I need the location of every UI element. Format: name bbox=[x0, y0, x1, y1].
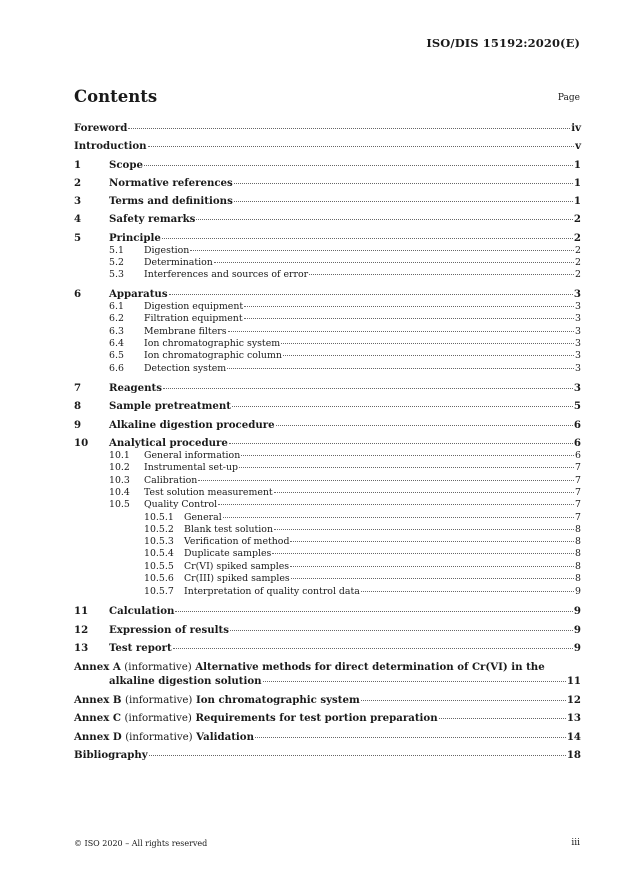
toc-entry-foreword[interactable] bbox=[74, 122, 581, 134]
toc-entry-5-3[interactable] bbox=[74, 269, 581, 280]
leader-dots bbox=[227, 368, 574, 369]
toc-entry-page: 9 bbox=[575, 586, 581, 597]
leader-dots bbox=[241, 455, 574, 456]
toc-entry-10-5-7[interactable] bbox=[74, 586, 581, 597]
toc-entry-number: 8 bbox=[74, 400, 82, 412]
toc-entry-10-2[interactable] bbox=[74, 462, 581, 473]
toc-entry-title: Digestion bbox=[144, 245, 190, 256]
toc-entry-number: 1 bbox=[74, 159, 82, 171]
toc-entry-title: Verification of method bbox=[184, 536, 290, 547]
leader-dots bbox=[234, 183, 573, 184]
toc-entry-number: 10 bbox=[74, 437, 89, 449]
toc-entry-page: v bbox=[575, 140, 581, 152]
toc-entry-5[interactable] bbox=[74, 232, 581, 244]
toc-entry-title: Introduction bbox=[74, 140, 147, 152]
toc-entry-title: Ion chromatographic system bbox=[144, 338, 281, 349]
toc-entry-annex-a-first-line[interactable] bbox=[74, 661, 545, 673]
toc-entry-number: 10.5.7 bbox=[144, 586, 174, 597]
toc-entry-number: 10.3 bbox=[109, 475, 130, 486]
toc-entry-annex-b[interactable] bbox=[74, 694, 581, 706]
leader-dots bbox=[223, 517, 574, 518]
toc-entry-page: 9 bbox=[573, 624, 581, 636]
toc-entry-11[interactable] bbox=[74, 605, 581, 617]
toc-entry-page: 2 bbox=[575, 245, 581, 256]
toc-entry-number: 12 bbox=[74, 624, 89, 636]
toc-entry-number: 6.1 bbox=[109, 301, 124, 312]
leader-dots bbox=[361, 700, 566, 701]
toc-entry-number: 5.1 bbox=[109, 245, 124, 256]
toc-entry-title: Analytical procedure bbox=[109, 437, 228, 449]
toc-entry-7[interactable] bbox=[74, 382, 581, 394]
leader-dots bbox=[169, 294, 573, 295]
toc-entry-page: 7 bbox=[575, 475, 581, 486]
leader-dots bbox=[281, 343, 574, 344]
leader-dots bbox=[309, 274, 574, 275]
toc-entry-title: Instrumental set-up bbox=[144, 462, 238, 473]
toc-entry-number: 5 bbox=[74, 232, 82, 244]
toc-entry-title: Quality Control bbox=[144, 499, 218, 510]
toc-entry-number: 10.5.2 bbox=[144, 524, 174, 535]
toc-entry-title: Determination bbox=[144, 257, 213, 268]
toc-entry-number: 5.3 bbox=[109, 269, 124, 280]
leader-dots bbox=[144, 165, 573, 166]
toc-entry-annex-d[interactable] bbox=[74, 731, 581, 743]
toc-entry-title: Expression of results bbox=[109, 624, 229, 636]
leader-dots bbox=[162, 238, 573, 239]
toc-entry-page: 6 bbox=[575, 450, 581, 461]
toc-entry-title: Duplicate samples bbox=[184, 548, 272, 559]
toc-entry-page: 13 bbox=[566, 712, 581, 724]
leader-dots bbox=[190, 250, 574, 251]
leader-dots bbox=[196, 219, 573, 220]
toc-entry-title: Cr(III) spiked samples bbox=[184, 573, 290, 584]
toc-entry-10[interactable] bbox=[74, 437, 581, 449]
annex-title-continued: alkaline digestion solution bbox=[109, 675, 262, 687]
toc-entry-6-1[interactable] bbox=[74, 301, 581, 312]
toc-entry-number: 6.6 bbox=[109, 363, 124, 374]
toc-entry-title: Filtration equipment bbox=[144, 313, 243, 324]
toc-entry-page: 1 bbox=[573, 159, 581, 171]
toc-entry-10-5-5[interactable] bbox=[74, 561, 581, 572]
toc-entry-page: 6 bbox=[573, 437, 581, 449]
toc-entry-title: Detection system bbox=[144, 363, 227, 374]
toc-entry-page: 2 bbox=[575, 257, 581, 268]
toc-entry-title: Normative references bbox=[109, 177, 233, 189]
toc-entry-title: Sample pretreatment bbox=[109, 400, 231, 412]
toc-entry-3[interactable] bbox=[74, 195, 581, 207]
toc-entry-number: 2 bbox=[74, 177, 82, 189]
document-id: ISO/DIS 15192:2020(E) bbox=[426, 36, 580, 50]
leader-dots bbox=[274, 529, 574, 530]
toc-entry-number: 13 bbox=[74, 642, 89, 654]
toc-entry-number: 9 bbox=[74, 419, 82, 431]
toc-entry-13[interactable] bbox=[74, 642, 581, 654]
toc-entry-12[interactable] bbox=[74, 624, 581, 636]
toc-entry-page: 3 bbox=[573, 288, 581, 300]
toc-entry-page: 18 bbox=[566, 749, 581, 761]
toc-entry-title: Interferences and sources of error bbox=[144, 269, 309, 280]
toc-entry-title: Digestion equipment bbox=[144, 301, 244, 312]
toc-entry-bibliography[interactable] bbox=[74, 749, 581, 761]
toc-entry-number: 4 bbox=[74, 213, 82, 225]
leader-dots bbox=[163, 388, 573, 389]
leader-dots bbox=[244, 306, 574, 307]
toc-entry-number: 6 bbox=[74, 288, 82, 300]
toc-entry-number: 6.2 bbox=[109, 313, 124, 324]
toc-entry-page: 7 bbox=[575, 462, 581, 473]
toc-entry-number: 11 bbox=[74, 605, 89, 617]
annex-label: Annex C bbox=[74, 712, 121, 724]
toc-entry-number: 6.4 bbox=[109, 338, 124, 349]
toc-entry-page: 7 bbox=[575, 499, 581, 510]
toc-entry-4[interactable] bbox=[74, 213, 581, 225]
toc-entry-title: Bibliography bbox=[74, 749, 148, 761]
leader-dots bbox=[198, 480, 574, 481]
toc-entry-page: 8 bbox=[575, 561, 581, 572]
toc-entry-number: 10.4 bbox=[109, 487, 130, 498]
toc-entry-page: 3 bbox=[575, 363, 581, 374]
leader-dots bbox=[173, 648, 573, 649]
leader-dots bbox=[255, 737, 566, 738]
leader-dots bbox=[230, 630, 573, 631]
leader-dots bbox=[175, 611, 572, 612]
toc-entry-10-3[interactable] bbox=[74, 475, 581, 486]
toc-entry-page: 1 bbox=[573, 195, 581, 207]
toc-entry-page: 3 bbox=[575, 350, 581, 361]
toc-entry-title: Blank test solution bbox=[184, 524, 273, 535]
toc-entry-5-1[interactable] bbox=[74, 245, 581, 256]
toc-entry-number: 6.5 bbox=[109, 350, 124, 361]
leader-dots bbox=[290, 566, 574, 567]
toc-entry-number: 6.3 bbox=[109, 326, 124, 337]
toc-entry-title: Reagents bbox=[109, 382, 163, 394]
toc-entry-page: 2 bbox=[575, 269, 581, 280]
leader-dots bbox=[218, 504, 574, 505]
annex-title: Alternative methods for direct determination of Cr(VI) in the bbox=[195, 661, 545, 673]
annex-type: (informative) bbox=[124, 662, 192, 673]
toc-entry-title: Scope bbox=[109, 159, 143, 171]
toc-entry-6-2[interactable] bbox=[74, 313, 581, 324]
page-number: iii bbox=[571, 838, 580, 848]
leader-dots bbox=[274, 492, 574, 493]
contents-heading: Contents bbox=[74, 87, 158, 106]
toc-entry-page: 7 bbox=[575, 512, 581, 523]
toc-entry-title: Membrane filters bbox=[144, 326, 227, 337]
toc-entry-title: Apparatus bbox=[109, 288, 168, 300]
leader-dots bbox=[149, 755, 566, 756]
toc-entry-page: 1 bbox=[573, 177, 581, 189]
toc-entry-1[interactable] bbox=[74, 159, 581, 171]
toc-entry-title: Calibration bbox=[144, 475, 198, 486]
toc-entry-number: 3 bbox=[74, 195, 82, 207]
toc-entry-title: Safety remarks bbox=[109, 213, 196, 225]
toc-entry-10-4[interactable] bbox=[74, 487, 581, 498]
toc-entry-6-4[interactable] bbox=[74, 338, 581, 349]
toc-entry-page: 9 bbox=[573, 642, 581, 654]
leader-dots bbox=[263, 681, 566, 682]
toc-entry-page: 2 bbox=[573, 213, 581, 225]
toc-entry-10-5[interactable] bbox=[74, 499, 581, 510]
toc-entry-title: Calculation bbox=[109, 605, 175, 617]
toc-entry-10-5-3[interactable] bbox=[74, 536, 581, 547]
leader-dots bbox=[272, 553, 574, 554]
toc-entry-title: Test report bbox=[109, 642, 172, 654]
toc-entry-page: 2 bbox=[573, 232, 581, 244]
leader-dots bbox=[228, 331, 574, 332]
toc-entry-number: 10.5.3 bbox=[144, 536, 174, 547]
toc-entry-5-2[interactable] bbox=[74, 257, 581, 268]
page-column-label: Page bbox=[557, 93, 580, 103]
toc-entry-page: 3 bbox=[575, 326, 581, 337]
annex-type: (informative) bbox=[125, 732, 193, 743]
annex-label: Annex B bbox=[74, 694, 122, 706]
toc-entry-annex-a[interactable] bbox=[74, 675, 581, 687]
toc-entry-number: 10.5 bbox=[109, 499, 130, 510]
toc-entry-page: iv bbox=[571, 122, 581, 134]
toc-entry-10-5-1[interactable] bbox=[74, 512, 581, 523]
toc-entry-page: 3 bbox=[573, 382, 581, 394]
toc-entry-number: 5.2 bbox=[109, 257, 124, 268]
toc-entry-page: 8 bbox=[575, 536, 581, 547]
toc-entry-number: 10.5.5 bbox=[144, 561, 174, 572]
toc-entry-page: 8 bbox=[575, 573, 581, 584]
toc-entry-page: 9 bbox=[573, 605, 581, 617]
annex-title: Validation bbox=[196, 731, 254, 743]
toc-entry-title: General bbox=[184, 512, 222, 523]
leader-dots bbox=[290, 541, 574, 542]
toc-entry-introduction[interactable] bbox=[74, 140, 581, 152]
toc-entry-page: 3 bbox=[575, 301, 581, 312]
toc-entry-title: Foreword bbox=[74, 122, 128, 134]
toc-entry-2[interactable] bbox=[74, 177, 581, 189]
leader-dots bbox=[439, 718, 566, 719]
leader-dots bbox=[234, 201, 573, 202]
leader-dots bbox=[283, 355, 574, 356]
toc-entry-page: 3 bbox=[575, 338, 581, 349]
toc-entry-10-5-2[interactable] bbox=[74, 524, 581, 535]
toc-entry-annex-c[interactable] bbox=[74, 712, 581, 724]
annex-label: Annex D bbox=[74, 731, 122, 743]
leader-dots bbox=[214, 262, 574, 263]
toc-entry-6-3[interactable] bbox=[74, 326, 581, 337]
annex-label: Annex A bbox=[74, 661, 121, 673]
leader-dots bbox=[239, 467, 574, 468]
leader-dots bbox=[232, 406, 573, 407]
toc-entry-6-5[interactable] bbox=[74, 350, 581, 361]
toc-entry-10-1[interactable] bbox=[74, 450, 581, 461]
toc-entry-title: Cr(VI) spiked samples bbox=[184, 561, 290, 572]
toc-entry-title: Interpretation of quality control data bbox=[184, 586, 360, 597]
toc-entry-title: General information bbox=[144, 450, 241, 461]
toc-entry-title: Terms and definitions bbox=[109, 195, 233, 207]
toc-entry-6[interactable] bbox=[74, 288, 581, 300]
toc-entry-number: 10.2 bbox=[109, 462, 130, 473]
toc-entry-number: 7 bbox=[74, 382, 82, 394]
toc-entry-title: Test solution measurement bbox=[144, 487, 273, 498]
toc-entry-page: 8 bbox=[575, 548, 581, 559]
toc-entry-8[interactable] bbox=[74, 400, 581, 412]
toc-entry-title: Alkaline digestion procedure bbox=[109, 419, 275, 431]
leader-dots bbox=[244, 318, 574, 319]
toc-entry-10-5-6[interactable] bbox=[74, 573, 581, 584]
annex-title: Ion chromatographic system bbox=[195, 694, 360, 706]
annex-title: Requirements for test portion preparation bbox=[195, 712, 438, 724]
toc-entry-number: 10.5.4 bbox=[144, 548, 174, 559]
annex-type: (informative) bbox=[124, 695, 193, 706]
leader-dots bbox=[128, 128, 570, 129]
toc-entry-9[interactable] bbox=[74, 419, 581, 431]
toc-entry-page: 14 bbox=[566, 731, 581, 743]
toc-entry-page: 8 bbox=[575, 524, 581, 535]
toc-entry-10-5-4[interactable] bbox=[74, 548, 581, 559]
toc-entry-title: Principle bbox=[109, 232, 161, 244]
toc-entry-page: 11 bbox=[566, 675, 581, 687]
toc-entry-page: 12 bbox=[566, 694, 581, 706]
toc-entry-page: 5 bbox=[573, 400, 581, 412]
toc-entry-page: 3 bbox=[575, 313, 581, 324]
toc-entry-title: Ion chromatographic column bbox=[144, 350, 282, 361]
leader-dots bbox=[291, 578, 574, 579]
toc-entry-number: 10.5.6 bbox=[144, 573, 174, 584]
leader-dots bbox=[148, 146, 575, 147]
annex-type: (informative) bbox=[124, 713, 192, 724]
toc-entry-page: 6 bbox=[573, 419, 581, 431]
copyright-notice: © ISO 2020 – All rights reserved bbox=[74, 839, 208, 848]
toc-entry-page: 7 bbox=[575, 487, 581, 498]
toc-entry-6-6[interactable] bbox=[74, 363, 581, 374]
toc-entry-number: 10.1 bbox=[109, 450, 130, 461]
leader-dots bbox=[229, 443, 573, 444]
leader-dots bbox=[276, 425, 573, 426]
toc-entry-number: 10.5.1 bbox=[144, 512, 174, 523]
leader-dots bbox=[361, 591, 574, 592]
